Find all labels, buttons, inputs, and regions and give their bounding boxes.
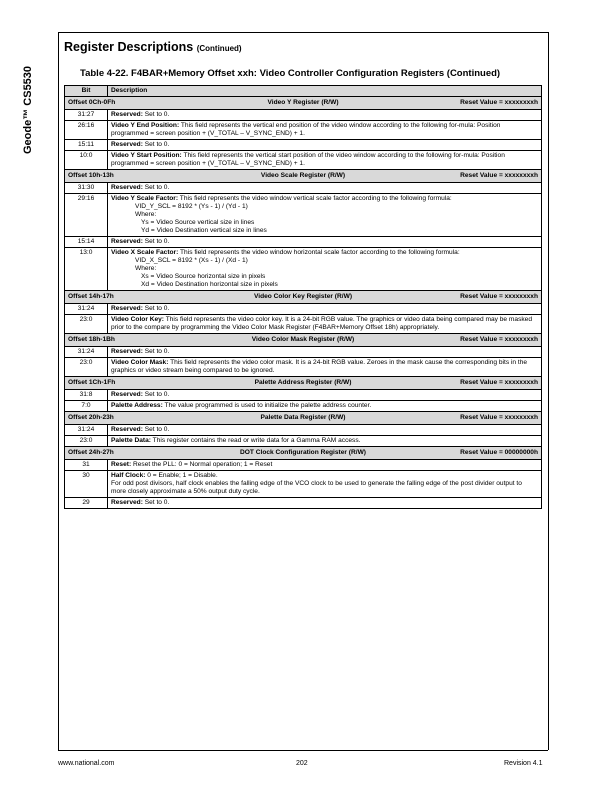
- register-offset-row: [65, 377, 542, 390]
- side-title: [22, 34, 40, 154]
- field-formula-var: Yd = Video Destination vertical size in lines: [141, 227, 267, 234]
- field-bit: 31:30: [65, 183, 108, 194]
- field-text: This field represents the video color mask. It is a 24-bit RGB value. Zeroes in the mask cause the corresponding bits in the graphics or video stream being compared to be ignored.: [111, 359, 528, 374]
- frame-bottom-rule: [58, 750, 548, 751]
- register-offset-row: [65, 97, 542, 110]
- field-text: Set to 0.: [144, 499, 170, 506]
- register-name: Video Color Mask Register (R/W): [251, 336, 355, 343]
- field-row: [65, 248, 542, 291]
- register-offset-cell: [65, 291, 542, 304]
- field-label: Reserved:: [111, 184, 143, 191]
- register-offset: Offset 1Ch-1Fh: [68, 379, 116, 386]
- field-row: [65, 401, 542, 412]
- field-text: 0 = Enable; 1 = Disable.: [147, 472, 218, 479]
- field-label: Reserved:: [111, 111, 143, 118]
- field-bit: 30: [65, 471, 108, 498]
- field-bit: 26:16: [65, 121, 108, 140]
- field-description: [108, 471, 542, 498]
- field-label: Video X Scale Factor:: [111, 249, 179, 256]
- field-bit: 31:24: [65, 347, 108, 358]
- register-reset-value: Reset Value = 00000000h: [460, 449, 538, 456]
- section-title-text: Register Descriptions: [64, 40, 194, 54]
- field-label: Palette Address:: [111, 402, 163, 409]
- field-row: [65, 237, 542, 248]
- field-formula: VID_X_SCL = 8192 * (Xs - 1) / (Xd - 1): [135, 257, 248, 264]
- register-header: [68, 449, 538, 457]
- field-description: [108, 390, 542, 401]
- field-label: Reserved:: [111, 305, 143, 312]
- field-bit: 23:0: [65, 358, 108, 377]
- field-row: [65, 183, 542, 194]
- field-description: [108, 248, 542, 291]
- field-description: [108, 304, 542, 315]
- field-text: Set to 0.: [144, 305, 170, 312]
- field-text: Set to 0.: [144, 238, 170, 245]
- field-bit: 7:0: [65, 401, 108, 412]
- field-formula-where: Where:: [135, 265, 157, 272]
- register-offset: Offset 0Ch-0Fh: [68, 99, 116, 106]
- register-offset-cell: [65, 447, 542, 460]
- register-reset-value: Reset Value = xxxxxxxxh: [460, 336, 538, 343]
- register-header: [68, 379, 538, 387]
- field-text: Set to 0.: [144, 184, 170, 191]
- field-label: Palette Data:: [111, 437, 151, 444]
- field-description: [108, 358, 542, 377]
- col-desc-header: Description: [108, 86, 542, 97]
- field-bit: 23:0: [65, 436, 108, 447]
- section-title: [64, 40, 242, 54]
- field-description: [108, 425, 542, 436]
- field-description: [108, 110, 542, 121]
- field-row: [65, 390, 542, 401]
- field-label: Video Y Start Position:: [111, 152, 182, 159]
- field-row: [65, 304, 542, 315]
- register-header: [68, 293, 538, 301]
- register-header: [68, 414, 538, 422]
- register-offset-row: [65, 170, 542, 183]
- field-row: [65, 151, 542, 170]
- field-bit: 31:24: [65, 425, 108, 436]
- field-formula-var: Xd = Video Destination horizontal size in pixels: [141, 281, 278, 288]
- register-offset-cell: [65, 334, 542, 347]
- field-description: [108, 401, 542, 412]
- field-extra-text: For odd post divisors, half clock enables the falling edge of the VCO clock to be used to generate the falling edge of the post divider output to more closely approximate a 50% output duty cycle.: [111, 480, 522, 495]
- register-header: [68, 336, 538, 344]
- field-bit: 31:24: [65, 304, 108, 315]
- footer-page-number: 202: [296, 760, 308, 767]
- register-header: [68, 99, 538, 107]
- frame-right-rule: [548, 32, 549, 750]
- field-description: [108, 436, 542, 447]
- field-text: Set to 0.: [144, 141, 170, 148]
- field-description: [108, 237, 542, 248]
- register-name: Palette Address Register (R/W): [254, 379, 352, 386]
- field-bit: 31:27: [65, 110, 108, 121]
- field-label: Reserved:: [111, 426, 143, 433]
- field-label: Reset:: [111, 461, 132, 468]
- frame-left-rule: [58, 32, 59, 750]
- register-offset: Offset 24h-27h: [68, 449, 114, 456]
- footer-url: www.national.com: [58, 760, 115, 767]
- field-row: [65, 110, 542, 121]
- field-text: Set to 0.: [144, 111, 170, 118]
- field-text: This field represents the video color key. It is a 24-bit RGB value. The graphics or video data being compared may be masked prior to the compare by programming the Video Color Mask Register (F4BAR+Memory Offset 18h) appropriately.: [111, 316, 532, 331]
- field-label: Reserved:: [111, 141, 143, 148]
- register-reset-value: Reset Value = xxxxxxxxh: [460, 379, 538, 386]
- side-title-text: Geode™ CS5530: [22, 65, 34, 154]
- field-formula-var: Xs = Video Source horizontal size in pixels: [141, 273, 266, 280]
- register-offset: Offset 10h-13h: [68, 172, 114, 179]
- register-offset: Offset 14h-17h: [68, 293, 114, 300]
- register-reset-value: Reset Value = xxxxxxxxh: [460, 414, 538, 421]
- field-description: [108, 460, 542, 471]
- field-label: Video Y Scale Factor:: [111, 195, 179, 202]
- register-name: Palette Data Register (R/W): [260, 414, 346, 421]
- field-bit: 13:0: [65, 248, 108, 291]
- field-label: Half Clock:: [111, 472, 146, 479]
- field-label: Video Color Key:: [111, 316, 165, 323]
- register-offset-cell: [65, 170, 542, 183]
- field-bit: 29:16: [65, 194, 108, 237]
- field-text: The value programmed is used to initialize the palette address counter.: [164, 402, 372, 409]
- register-name: Video Color Key Register (R/W): [253, 293, 353, 300]
- register-reset-value: Reset Value = xxxxxxxxh: [460, 293, 538, 300]
- field-text: Set to 0.: [144, 348, 170, 355]
- field-text: This field represents the vertical end position of the video window according to the following for-mula: Position programmed = screen position + (V_TOTAL – V_SYNC_END) + 1.: [111, 122, 501, 137]
- field-bit: 31:8: [65, 390, 108, 401]
- field-text: This field represents the vertical start position of the video window according to the following for-mula: Position programmed = screen position + (V_TOTAL – V_SYNC_END) + 1.: [111, 152, 505, 167]
- field-bit: 15:14: [65, 237, 108, 248]
- field-row: [65, 347, 542, 358]
- table-header-row: [65, 86, 542, 97]
- field-description: [108, 315, 542, 334]
- field-row: [65, 121, 542, 140]
- register-offset-row: [65, 334, 542, 347]
- field-row: [65, 425, 542, 436]
- field-row: [65, 194, 542, 237]
- register-name: Video Scale Register (R/W): [260, 172, 346, 179]
- register-offset-row: [65, 291, 542, 304]
- register-reset-value: Reset Value = xxxxxxxxh: [460, 172, 538, 179]
- field-text: Set to 0.: [144, 426, 170, 433]
- field-description: [108, 194, 542, 237]
- register-offset: Offset 20h-23h: [68, 414, 114, 421]
- register-offset-row: [65, 447, 542, 460]
- register-name: DOT Clock Configuration Register (R/W): [239, 449, 366, 456]
- field-description: [108, 151, 542, 170]
- field-text: Set to 0.: [144, 391, 170, 398]
- field-row: [65, 315, 542, 334]
- table-body: [65, 97, 542, 509]
- field-label: Reserved:: [111, 348, 143, 355]
- field-label: Reserved:: [111, 238, 143, 245]
- table-title: Table 4-22. F4BAR+Memory Offset xxh: Video Controller Configuration Registers (Continued): [80, 68, 501, 79]
- section-continued: (Continued): [196, 44, 242, 53]
- field-description: [108, 498, 542, 509]
- field-row: [65, 498, 542, 509]
- register-offset-cell: [65, 97, 542, 110]
- register-table: [64, 85, 542, 509]
- field-bit: 31: [65, 460, 108, 471]
- field-text: This field represents the video window vertical scale factor according to the following formula:: [179, 195, 452, 202]
- field-row: [65, 436, 542, 447]
- field-bit: 29: [65, 498, 108, 509]
- col-bit-header: Bit: [65, 86, 108, 97]
- register-offset-row: [65, 412, 542, 425]
- field-description: [108, 140, 542, 151]
- field-bit: 15:11: [65, 140, 108, 151]
- register-reset-value: Reset Value = xxxxxxxxh: [460, 99, 538, 106]
- field-label: Video Color Mask:: [111, 359, 169, 366]
- field-description: [108, 183, 542, 194]
- field-label: Video Y End Position:: [111, 122, 180, 129]
- register-offset-cell: [65, 377, 542, 390]
- field-bit: 10:0: [65, 151, 108, 170]
- field-description: [108, 347, 542, 358]
- field-label: Reserved:: [111, 499, 143, 506]
- footer-revision: Revision 4.1: [504, 760, 543, 767]
- field-text: This field represents the video window horizontal scale factor according to the following formula:: [180, 249, 460, 256]
- field-row: [65, 460, 542, 471]
- register-offset-cell: [65, 412, 542, 425]
- frame-top-rule: [58, 32, 548, 33]
- field-bit: 23:0: [65, 315, 108, 334]
- field-row: [65, 140, 542, 151]
- register-offset: Offset 18h-1Bh: [68, 336, 115, 343]
- field-row: [65, 358, 542, 377]
- field-row: [65, 471, 542, 498]
- field-description: [108, 121, 542, 140]
- field-formula-where: Where:: [135, 211, 157, 218]
- field-label: Reserved:: [111, 391, 143, 398]
- register-header: [68, 172, 538, 180]
- field-formula: VID_Y_SCL = 8192 * (Ys - 1) / (Yd - 1): [135, 203, 248, 210]
- register-name: Video Y Register (R/W): [267, 99, 339, 106]
- field-text: Reset the PLL: 0 = Normal operation; 1 = Reset: [133, 461, 273, 468]
- field-formula-var: Ys = Video Source vertical size in lines: [141, 219, 255, 226]
- field-text: This register contains the read or write data for a Gamma RAM access.: [152, 437, 361, 444]
